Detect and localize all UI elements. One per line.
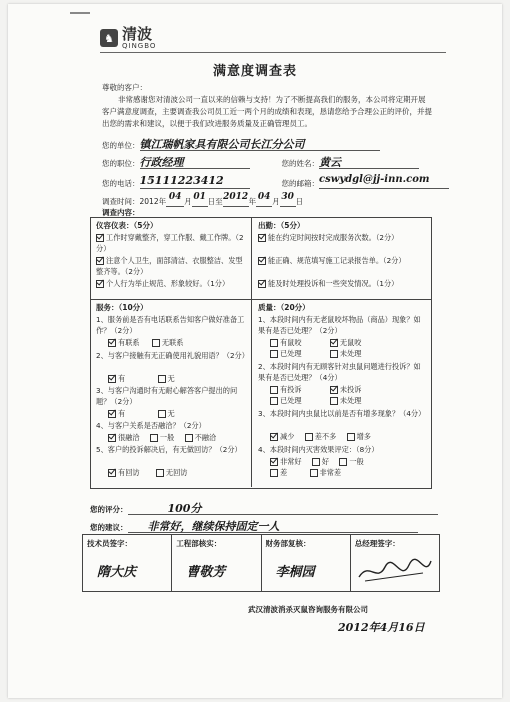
quality-q2-options: 有投诉 未投诉 已处理 未处理 bbox=[270, 384, 420, 406]
survey-paper bbox=[8, 4, 502, 698]
suggest-label: 您的建议： bbox=[90, 523, 128, 532]
quality-title: 质量：（20分） bbox=[258, 303, 310, 312]
phone-row bbox=[102, 174, 449, 189]
checkbox-icon[interactable] bbox=[347, 433, 355, 441]
checkbox-icon[interactable] bbox=[270, 339, 278, 347]
email-value: cswydgl@jj-inn.com bbox=[319, 174, 449, 189]
checkbox-icon[interactable] bbox=[270, 433, 278, 441]
quality-q4: 4、本段时间内灭害效果评定：（8分） bbox=[258, 445, 379, 454]
attendance-item-3[interactable]: 能及时处理投诉和一些突发情况。（1分） bbox=[258, 278, 426, 289]
checkbox-icon[interactable] bbox=[270, 458, 278, 466]
checkbox-icon[interactable] bbox=[156, 469, 164, 477]
period-mid2: 日至 bbox=[207, 197, 223, 206]
phone-value: 15111223412 bbox=[140, 174, 250, 189]
checkbox-icon[interactable] bbox=[96, 234, 104, 242]
checkbox-icon[interactable] bbox=[330, 397, 338, 405]
service-q2: 2、与客户接触有无正确使用礼貌用语？（2分） bbox=[96, 351, 249, 360]
service-q1-options: 有联系 无联系 bbox=[108, 337, 183, 348]
period-mid3: 年 bbox=[248, 197, 257, 206]
survey-divider-v bbox=[251, 217, 252, 487]
sig-engineering: 工程部核实： 曹敬芳 bbox=[172, 535, 261, 591]
checkbox-icon[interactable] bbox=[158, 375, 166, 383]
appearance-title: 仪容仪表：（5分） bbox=[96, 221, 158, 230]
sig-technician: 技术员签字： 隋大庆 bbox=[83, 535, 172, 591]
checkbox-icon[interactable] bbox=[150, 434, 158, 442]
checkbox-icon[interactable] bbox=[310, 469, 318, 477]
service-title: 服务：（10分） bbox=[96, 303, 148, 312]
technician-signature: 隋大庆 bbox=[97, 565, 137, 580]
period-day-start: 01 bbox=[192, 192, 208, 207]
quality-q1-options: 有鼠咬 无鼠咬 已处理 未处理 bbox=[270, 337, 420, 359]
checkbox-icon[interactable] bbox=[270, 386, 278, 394]
service-q1: 1、服务前是否有电话联系告知客户做好准备工作？（2分） bbox=[96, 315, 245, 335]
header-rule bbox=[100, 52, 446, 53]
checkbox-icon[interactable] bbox=[258, 234, 266, 242]
checkbox-icon[interactable] bbox=[185, 434, 193, 442]
phone-label: 您的电话： bbox=[102, 179, 140, 188]
quality-q3-options: 减少 差不多 增多 bbox=[270, 431, 371, 442]
company-label: 您的单位： bbox=[102, 141, 140, 150]
suggest-value: 非常好，继续保持固定一人 bbox=[128, 518, 418, 533]
checkbox-icon[interactable] bbox=[330, 386, 338, 394]
service-q4: 4、与客户关系是否融洽？（2分） bbox=[96, 421, 206, 430]
dog-logo-icon: ♞ bbox=[100, 29, 118, 47]
staple-mark bbox=[70, 12, 90, 14]
checkbox-icon[interactable] bbox=[339, 458, 347, 466]
period-end: 日 bbox=[295, 197, 304, 206]
checkbox-icon[interactable] bbox=[108, 375, 116, 383]
period-mid1: 月 bbox=[184, 197, 192, 206]
post-label: 您的职位： bbox=[102, 159, 140, 168]
finance-signature: 李桐园 bbox=[275, 565, 315, 580]
service-q5-options: 有回访 无回访 bbox=[108, 467, 187, 478]
checkbox-icon[interactable] bbox=[258, 257, 266, 265]
checkbox-icon[interactable] bbox=[108, 469, 116, 477]
service-q3-options: 有 无 bbox=[108, 408, 175, 419]
footer-company: 武汉清波消杀灭鼠咨询服务有限公司 bbox=[248, 605, 368, 614]
name-value: 黄云 bbox=[319, 154, 419, 169]
quality-q4-options: 非常好 好 一般 差 非常差 bbox=[270, 456, 426, 478]
footer-date: 2012年4月16日 bbox=[338, 621, 425, 634]
quality-q1: 1、本段时间内有无老鼠咬坏物品（商品）现象？如果有是否已处理？（2分） bbox=[258, 315, 421, 335]
checkbox-icon[interactable] bbox=[108, 410, 116, 418]
checkbox-icon[interactable] bbox=[108, 434, 116, 442]
appearance-item-2[interactable]: 注意个人卫生，面部清洁、衣服整洁、发型整齐等。（2分） bbox=[96, 256, 243, 276]
post-value: 行政经理 bbox=[140, 154, 250, 169]
period-year-end: 2012 bbox=[223, 192, 249, 207]
logo-en-text: QINGBO bbox=[122, 42, 157, 50]
appearance-item-3[interactable]: 个人行为举止规范、形象较好。（1分） bbox=[96, 278, 248, 289]
quality-q2: 2、本段时间内有无顾客针对虫鼠问题进行投诉？如果有是否已处理？（4分） bbox=[258, 362, 421, 382]
greeting: 尊敬的客户： bbox=[102, 83, 147, 92]
quality-q3: 3、本段时间内虫鼠比以前是否有增多现象？（4分） bbox=[258, 409, 426, 418]
checkbox-icon[interactable] bbox=[108, 339, 116, 347]
suggest-row bbox=[90, 518, 418, 533]
checkbox-icon[interactable] bbox=[96, 257, 104, 265]
logo-cn-text: 清波 bbox=[122, 25, 153, 43]
period-row bbox=[102, 192, 303, 207]
checkbox-icon[interactable] bbox=[270, 350, 278, 358]
checkbox-icon[interactable] bbox=[330, 339, 338, 347]
service-q5: 5、客户的投诉解决后，有无做回访？（2分） bbox=[96, 445, 242, 454]
attendance-title: 出勤：（5分） bbox=[258, 221, 305, 230]
period-label: 调查时间： bbox=[102, 197, 140, 206]
survey-label: 调查内容： bbox=[102, 208, 140, 217]
service-q3: 3、与客户沟通时有无耐心解答客户提出的问题？（2分） bbox=[96, 386, 238, 406]
page-title: 满意度调查表 bbox=[212, 64, 297, 79]
checkbox-icon[interactable] bbox=[305, 433, 313, 441]
period-month-end: 04 bbox=[256, 192, 272, 207]
period-month-start: 04 bbox=[166, 192, 184, 207]
signature-table bbox=[82, 534, 440, 592]
name-label: 您的姓名： bbox=[281, 159, 319, 168]
checkbox-icon[interactable] bbox=[158, 410, 166, 418]
checkbox-icon[interactable] bbox=[330, 350, 338, 358]
manager-signature-scribble bbox=[355, 553, 435, 587]
engineering-signature: 曹敬芳 bbox=[186, 565, 226, 580]
score-row bbox=[90, 500, 438, 515]
service-q4-options: 很融洽 一般 不融洽 bbox=[108, 432, 216, 443]
company-value: 镇江瑞帆家具有限公司长江分公司 bbox=[140, 136, 380, 151]
checkbox-icon[interactable] bbox=[96, 280, 104, 288]
checkbox-icon[interactable] bbox=[258, 280, 266, 288]
checkbox-icon[interactable] bbox=[270, 397, 278, 405]
attendance-item-2[interactable]: 能正确、规范填写施工记录报告单。（2分） bbox=[258, 255, 426, 266]
intro-paragraph: 非常感谢您对清波公司一直以来的信赖与支持！为了不断提高我们的服务，本公司将定期开展客户满意度调查，主要调查我公司员工近一两个月的成绩和表现，恳请您给予合理公正的评价，并提出您的需求和建议，以便于我们改进服务质量及正确管理员工。 bbox=[102, 95, 432, 128]
score-label: 您的评分： bbox=[90, 505, 128, 514]
period-pre: 2012年 bbox=[139, 197, 167, 206]
company-logo bbox=[100, 26, 156, 50]
post-row bbox=[102, 154, 419, 169]
sig-manager: 总经理签字： bbox=[351, 535, 439, 591]
period-day-end: 30 bbox=[280, 192, 296, 207]
service-q2-options: 有 无 bbox=[108, 373, 175, 384]
attendance-item-1[interactable]: 能在约定时间按时完成服务次数。（2分） bbox=[258, 232, 426, 243]
checkbox-icon[interactable] bbox=[312, 458, 320, 466]
appearance-item-1[interactable]: 工作时穿戴整齐，穿工作服、戴工作牌。（2分） bbox=[96, 233, 244, 253]
company-row bbox=[102, 136, 380, 151]
score-value: 100分 bbox=[128, 500, 438, 515]
checkbox-icon[interactable] bbox=[270, 469, 278, 477]
checkbox-icon[interactable] bbox=[152, 339, 160, 347]
sig-finance: 财务部复核： 李桐园 bbox=[262, 535, 351, 591]
survey-divider-h bbox=[90, 299, 431, 300]
email-label: 您的邮箱： bbox=[281, 179, 319, 188]
period-mid4: 月 bbox=[272, 197, 280, 206]
